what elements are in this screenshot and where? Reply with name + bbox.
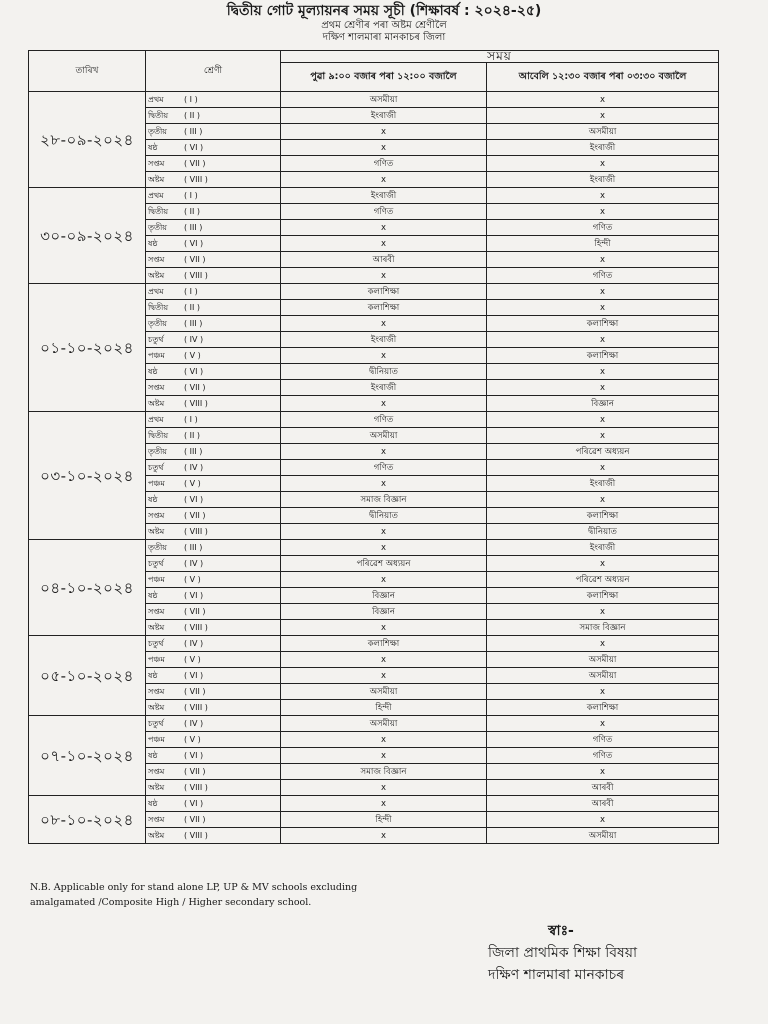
afternoon-subject-cell: বিজ্ঞান [487, 396, 719, 412]
class-cell [146, 476, 281, 492]
morning-subject-cell: ইংৰাজী [281, 108, 487, 124]
class-roman-numeral: ( III ) [184, 126, 203, 136]
afternoon-subject-cell: x [487, 92, 719, 108]
afternoon-subject-cell: x [487, 300, 719, 316]
morning-subject-cell: x [281, 748, 487, 764]
exam-date-cell: ০৩-১০-২০২৪ [29, 412, 146, 540]
class-cell [146, 812, 281, 828]
morning-subject-cell: x [281, 476, 487, 492]
class-roman-numeral: ( VI ) [184, 750, 204, 760]
class-cell [146, 748, 281, 764]
class-roman-numeral: ( V ) [184, 350, 201, 360]
class-cell [146, 92, 281, 108]
class-name: দ্বিতীয় [148, 110, 169, 120]
class-cell [146, 428, 281, 444]
class-roman-numeral: ( VI ) [184, 494, 204, 504]
afternoon-subject-cell: দ্বীনিয়াত [487, 524, 719, 540]
class-cell [146, 444, 281, 460]
morning-subject-cell: x [281, 732, 487, 748]
class-roman-numeral: ( VIII ) [184, 398, 208, 408]
class-name: অষ্টম [148, 398, 165, 408]
class-name: সপ্তম [148, 158, 165, 168]
class-roman-numeral: ( I ) [184, 414, 198, 424]
morning-subject-cell: গণিত [281, 412, 487, 428]
afternoon-subject-cell: x [487, 604, 719, 620]
afternoon-subject-cell: x [487, 428, 719, 444]
afternoon-subject-cell: গণিত [487, 220, 719, 236]
class-roman-numeral: ( VIII ) [184, 622, 208, 632]
afternoon-subject-cell: অসমীয়া [487, 124, 719, 140]
class-range-subtitle: প্ৰথম শ্ৰেণীৰ পৰা অষ্টম শ্ৰেণীলৈ [321, 20, 447, 31]
class-cell [146, 140, 281, 156]
table-row [29, 284, 719, 300]
class-cell [146, 684, 281, 700]
afternoon-subject-cell: x [487, 380, 719, 396]
class-roman-numeral: ( I ) [184, 286, 198, 296]
signature-mark: স্বাঃ- [548, 923, 574, 939]
class-cell [146, 252, 281, 268]
class-name: ষষ্ঠ [148, 670, 158, 680]
class-cell [146, 604, 281, 620]
class-roman-numeral: ( VII ) [184, 814, 206, 824]
morning-subject-cell: x [281, 220, 487, 236]
class-name: ষষ্ঠ [148, 750, 158, 760]
class-roman-numeral: ( I ) [184, 94, 198, 104]
schedule-body [29, 92, 719, 844]
afternoon-subject-cell: x [487, 636, 719, 652]
morning-subject-cell: হিন্দী [281, 812, 487, 828]
class-name: চতুৰ্থ [148, 718, 164, 728]
morning-subject-cell: x [281, 524, 487, 540]
class-roman-numeral: ( IV ) [184, 638, 204, 648]
morning-subject-cell: x [281, 668, 487, 684]
afternoon-subject-cell: গণিত [487, 268, 719, 284]
class-roman-numeral: ( III ) [184, 542, 203, 552]
afternoon-subject-cell: x [487, 188, 719, 204]
signatory-district: দক্ষিণ শালমাৰা মানকাচৰ [488, 967, 625, 983]
morning-subject-cell: x [281, 124, 487, 140]
morning-subject-cell: x [281, 396, 487, 412]
class-cell [146, 156, 281, 172]
class-roman-numeral: ( VII ) [184, 606, 206, 616]
class-name: অষ্টম [148, 830, 165, 840]
class-name: চতুৰ্থ [148, 558, 164, 568]
morning-subject-cell: গণিত [281, 156, 487, 172]
document-header [0, 2, 768, 44]
exam-date-cell: ০৪-১০-২০২৪ [29, 540, 146, 636]
morning-subject-cell: অসমীয়া [281, 92, 487, 108]
morning-subject-cell: পৰিৱেশ অধ্যয়ন [281, 556, 487, 572]
class-roman-numeral: ( IV ) [184, 462, 204, 472]
class-cell [146, 764, 281, 780]
morning-subject-cell: দ্বীনিয়াত [281, 508, 487, 524]
afternoon-subject-cell: অসমীয়া [487, 668, 719, 684]
exam-date-cell: ০৭-১০-২০২৪ [29, 716, 146, 796]
class-cell [146, 636, 281, 652]
class-roman-numeral: ( IV ) [184, 718, 204, 728]
exam-date-cell: ০৫-১০-২০২৪ [29, 636, 146, 716]
afternoon-subject-cell: কলাশিক্ষা [487, 508, 719, 524]
table-row [29, 716, 719, 732]
class-roman-numeral: ( VI ) [184, 590, 204, 600]
afternoon-subject-cell: গণিত [487, 748, 719, 764]
afternoon-subject-cell: ইংৰাজী [487, 140, 719, 156]
morning-subject-cell: কলাশিক্ষা [281, 300, 487, 316]
afternoon-subject-cell: x [487, 684, 719, 700]
class-cell [146, 652, 281, 668]
afternoon-subject-cell: x [487, 460, 719, 476]
exam-date-cell: ০১-১০-২০২৪ [29, 284, 146, 412]
morning-subject-cell: x [281, 652, 487, 668]
morning-subject-cell: x [281, 236, 487, 252]
morning-subject-cell: x [281, 828, 487, 844]
class-roman-numeral: ( II ) [184, 302, 201, 312]
class-name: তৃতীয় [148, 446, 168, 456]
class-name: পঞ্চম [148, 734, 165, 744]
afternoon-subject-cell: x [487, 812, 719, 828]
class-cell [146, 700, 281, 716]
class-cell [146, 828, 281, 844]
table-row [29, 636, 719, 652]
class-cell [146, 508, 281, 524]
morning-subject-cell: x [281, 268, 487, 284]
table-row [29, 540, 719, 556]
class-roman-numeral: ( V ) [184, 734, 201, 744]
morning-subject-cell: আৰবী [281, 252, 487, 268]
class-name: দ্বিতীয় [148, 430, 169, 440]
morning-subject-cell: ইংৰাজী [281, 380, 487, 396]
class-roman-numeral: ( III ) [184, 222, 203, 232]
class-cell [146, 348, 281, 364]
class-cell [146, 492, 281, 508]
afternoon-subject-cell: x [487, 492, 719, 508]
class-name: ষষ্ঠ [148, 238, 158, 248]
class-cell [146, 236, 281, 252]
afternoon-subject-cell: x [487, 556, 719, 572]
class-name: অষ্টম [148, 270, 165, 280]
class-cell [146, 668, 281, 684]
morning-subject-cell: x [281, 540, 487, 556]
class-name: অষ্টম [148, 526, 165, 536]
afternoon-subject-cell: ইংৰাজী [487, 540, 719, 556]
class-name: সপ্তম [148, 606, 165, 616]
class-roman-numeral: ( IV ) [184, 334, 204, 344]
class-name: পঞ্চম [148, 350, 165, 360]
class-cell [146, 396, 281, 412]
morning-subject-cell: বিজ্ঞান [281, 604, 487, 620]
class-name: পঞ্চম [148, 654, 165, 664]
class-cell [146, 364, 281, 380]
class-roman-numeral: ( VI ) [184, 366, 204, 376]
class-roman-numeral: ( V ) [184, 574, 201, 584]
exam-schedule-table [28, 50, 719, 844]
class-name: অষ্টম [148, 782, 165, 792]
afternoon-subject-cell: x [487, 108, 719, 124]
afternoon-subject-cell: কলাশিক্ষা [487, 316, 719, 332]
class-roman-numeral: ( VIII ) [184, 830, 208, 840]
footnote-line: N.B. Applicable only for stand alone LP, UP & MV schools excluding [30, 882, 358, 893]
class-name: অষ্টম [148, 622, 165, 632]
afternoon-subject-cell: আৰবী [487, 796, 719, 812]
class-cell [146, 540, 281, 556]
class-roman-numeral: ( II ) [184, 110, 201, 120]
morning-subject-cell: গণিত [281, 204, 487, 220]
class-name: তৃতীয় [148, 318, 168, 328]
class-cell [146, 556, 281, 572]
afternoon-subject-cell: কলাশিক্ষা [487, 700, 719, 716]
class-name: সপ্তম [148, 382, 165, 392]
class-roman-numeral: ( III ) [184, 318, 203, 328]
morning-subject-cell: কলাশিক্ষা [281, 636, 487, 652]
afternoon-subject-cell: আৰবী [487, 780, 719, 796]
afternoon-subject-cell: হিন্দী [487, 236, 719, 252]
morning-subject-cell: x [281, 572, 487, 588]
morning-subject-cell: সমাজ বিজ্ঞান [281, 764, 487, 780]
afternoon-subject-cell: x [487, 156, 719, 172]
afternoon-subject-cell: x [487, 364, 719, 380]
morning-subject-cell: গণিত [281, 460, 487, 476]
morning-subject-cell: অসমীয়া [281, 684, 487, 700]
footnote-line: amalgamated /Composite High / Higher secondary school. [30, 897, 312, 908]
afternoon-subject-cell: x [487, 252, 719, 268]
class-name: চতুৰ্থ [148, 638, 164, 648]
class-name: অষ্টম [148, 174, 165, 184]
class-cell [146, 460, 281, 476]
class-name: চতুৰ্থ [148, 462, 164, 472]
class-name: তৃতীয় [148, 222, 168, 232]
table-row [29, 412, 719, 428]
class-cell [146, 108, 281, 124]
table-row [29, 92, 719, 108]
class-cell [146, 172, 281, 188]
class-name: তৃতীয় [148, 126, 168, 136]
class-roman-numeral: ( VIII ) [184, 526, 208, 536]
class-cell [146, 220, 281, 236]
morning-session-header: পুৱা ৯:০০ বজাৰ পৰা ১২:০০ বজালৈ [281, 63, 487, 92]
class-roman-numeral: ( VI ) [184, 798, 204, 808]
morning-subject-cell: x [281, 780, 487, 796]
class-name: সপ্তম [148, 510, 165, 520]
morning-subject-cell: বিজ্ঞান [281, 588, 487, 604]
class-name: পঞ্চম [148, 478, 165, 488]
class-roman-numeral: ( I ) [184, 190, 198, 200]
afternoon-subject-cell: x [487, 204, 719, 220]
morning-subject-cell: অসমীয়া [281, 716, 487, 732]
class-roman-numeral: ( II ) [184, 430, 201, 440]
class-name: সপ্তম [148, 766, 165, 776]
morning-subject-cell: x [281, 796, 487, 812]
district-subtitle: দক্ষিণ শালমাৰা মানকাচৰ জিলা [322, 32, 446, 43]
morning-subject-cell: x [281, 172, 487, 188]
morning-subject-cell: x [281, 620, 487, 636]
class-roman-numeral: ( VII ) [184, 254, 206, 264]
afternoon-subject-cell: ইংৰাজী [487, 476, 719, 492]
class-roman-numeral: ( V ) [184, 478, 201, 488]
afternoon-session-header: আবেলি ১২:৩০ বজাৰ পৰা ০৩:৩০ বজালৈ [487, 63, 719, 92]
class-cell [146, 124, 281, 140]
exam-date-cell: ০৮-১০-২০২৪ [29, 796, 146, 844]
class-name: ষষ্ঠ [148, 590, 158, 600]
class-cell [146, 268, 281, 284]
morning-subject-cell: x [281, 316, 487, 332]
afternoon-subject-cell: গণিত [487, 732, 719, 748]
class-cell [146, 780, 281, 796]
class-cell [146, 716, 281, 732]
time-column-header: সময় [281, 51, 719, 63]
signatory-designation: জিলা প্ৰাথমিক শিক্ষা বিষয়া [488, 945, 638, 961]
table-row [29, 188, 719, 204]
class-roman-numeral: ( VI ) [184, 142, 204, 152]
class-name: পঞ্চম [148, 574, 165, 584]
class-name: অষ্টম [148, 702, 165, 712]
class-roman-numeral: ( II ) [184, 206, 201, 216]
class-cell [146, 524, 281, 540]
class-cell [146, 204, 281, 220]
class-name: ষষ্ঠ [148, 494, 158, 504]
class-roman-numeral: ( VIII ) [184, 174, 208, 184]
afternoon-subject-cell: x [487, 332, 719, 348]
class-cell [146, 332, 281, 348]
class-roman-numeral: ( III ) [184, 446, 203, 456]
class-cell [146, 732, 281, 748]
class-roman-numeral: ( VIII ) [184, 270, 208, 280]
afternoon-subject-cell: কলাশিক্ষা [487, 588, 719, 604]
class-roman-numeral: ( VIII ) [184, 702, 208, 712]
class-name: প্ৰথম [148, 414, 164, 424]
class-roman-numeral: ( VII ) [184, 766, 206, 776]
class-name: সপ্তম [148, 814, 165, 824]
page-title: দ্বিতীয় গোট মূল্যায়নৰ সময় সূচী (শিক্ষাবৰ্ষ : ২০২৪-২৫) [226, 3, 542, 19]
class-name: ষষ্ঠ [148, 366, 158, 376]
afternoon-subject-cell: কলাশিক্ষা [487, 348, 719, 364]
class-cell [146, 796, 281, 812]
afternoon-subject-cell: x [487, 412, 719, 428]
class-cell [146, 572, 281, 588]
afternoon-subject-cell: ইংৰাজী [487, 172, 719, 188]
date-column-header: তাৰিখ [29, 51, 146, 92]
morning-subject-cell: ইংৰাজী [281, 332, 487, 348]
class-name: ষষ্ঠ [148, 142, 158, 152]
morning-subject-cell: ইংৰাজী [281, 188, 487, 204]
exam-date-cell: ২৮-০৯-২০২৪ [29, 92, 146, 188]
exam-date-cell: ৩০-০৯-২০২৪ [29, 188, 146, 284]
class-roman-numeral: ( V ) [184, 654, 201, 664]
class-roman-numeral: ( IV ) [184, 558, 204, 568]
class-cell [146, 412, 281, 428]
afternoon-subject-cell: পৰিৱেশ অধ্যয়ন [487, 444, 719, 460]
signature-block [488, 920, 708, 986]
class-roman-numeral: ( VII ) [184, 382, 206, 392]
afternoon-subject-cell: অসমীয়া [487, 652, 719, 668]
class-name: ষষ্ঠ [148, 798, 158, 808]
class-name: প্ৰথম [148, 286, 164, 296]
class-roman-numeral: ( VII ) [184, 158, 206, 168]
class-roman-numeral: ( VII ) [184, 686, 206, 696]
table-row [29, 796, 719, 812]
class-name: তৃতীয় [148, 542, 168, 552]
afternoon-subject-cell: অসমীয়া [487, 828, 719, 844]
class-column-header: শ্ৰেণী [146, 51, 281, 92]
afternoon-subject-cell: x [487, 284, 719, 300]
class-cell [146, 380, 281, 396]
afternoon-subject-cell: সমাজ বিজ্ঞান [487, 620, 719, 636]
afternoon-subject-cell: পৰিৱেশ অধ্যয়ন [487, 572, 719, 588]
morning-subject-cell: কলাশিক্ষা [281, 284, 487, 300]
class-roman-numeral: ( VIII ) [184, 782, 208, 792]
morning-subject-cell: অসমীয়া [281, 428, 487, 444]
class-cell [146, 316, 281, 332]
class-cell [146, 284, 281, 300]
footnote [30, 880, 390, 910]
morning-subject-cell: হিন্দী [281, 700, 487, 716]
afternoon-subject-cell: x [487, 764, 719, 780]
morning-subject-cell: সমাজ বিজ্ঞান [281, 492, 487, 508]
class-name: দ্বিতীয় [148, 206, 169, 216]
class-roman-numeral: ( VI ) [184, 238, 204, 248]
class-cell [146, 300, 281, 316]
morning-subject-cell: দ্বীনিয়াত [281, 364, 487, 380]
class-cell [146, 188, 281, 204]
class-name: প্ৰথম [148, 190, 164, 200]
class-name: সপ্তম [148, 254, 165, 264]
afternoon-subject-cell: x [487, 716, 719, 732]
morning-subject-cell: x [281, 140, 487, 156]
class-name: প্ৰথম [148, 94, 164, 104]
morning-subject-cell: x [281, 348, 487, 364]
morning-subject-cell: x [281, 444, 487, 460]
class-name: চতুৰ্থ [148, 334, 164, 344]
class-name: দ্বিতীয় [148, 302, 169, 312]
class-cell [146, 620, 281, 636]
class-cell [146, 588, 281, 604]
class-roman-numeral: ( VI ) [184, 670, 204, 680]
class-name: সপ্তম [148, 686, 165, 696]
class-roman-numeral: ( VII ) [184, 510, 206, 520]
